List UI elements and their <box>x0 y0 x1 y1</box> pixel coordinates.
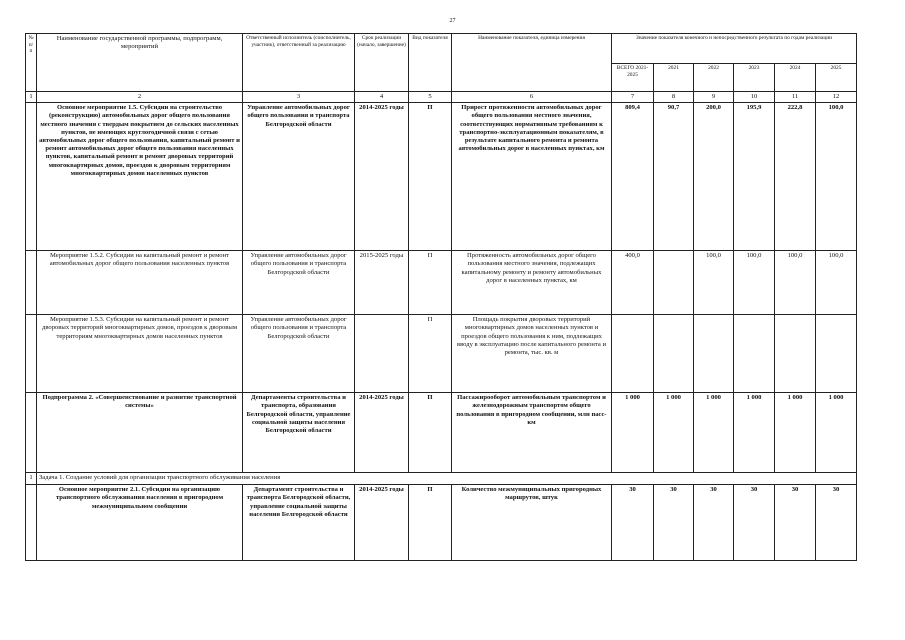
row-executor: Департаменты строительства и транспорта, образования Белгородской области, управление социальной защиты населения Белгородской области <box>243 393 355 473</box>
table-row <box>26 103 857 251</box>
row-executor: Департамент строительства и транспорта Белгородской области, управление социальной защиты населения Белгородской области <box>243 485 355 561</box>
table-row <box>26 485 857 561</box>
col-header-year: 2025 <box>816 64 857 92</box>
row-total <box>612 315 654 393</box>
row-term: 2014-2025 годы <box>355 103 409 251</box>
row-value-2025: 100,0 <box>816 103 857 251</box>
row-value-2022: 200,0 <box>694 103 734 251</box>
row-term: 2014-2025 годы <box>355 393 409 473</box>
row-value-2023: 100,0 <box>734 251 775 315</box>
col-header-values: Значение показателя конечного и непосредственного результата по годам реализации <box>612 34 857 64</box>
row-value-2023: 1 000 <box>734 393 775 473</box>
row-indicator: Прирост протяженности автомобильных дорог общего пользования местного значения, соответствующих нормативным требованиям к транспортно-эксплуатационным показателям, в результате капитального ремонта и ремонта автомобильных дорог в населенных пунктах, км <box>452 103 612 251</box>
table-row <box>26 393 857 473</box>
row-name: Основное мероприятие 1.5. Субсидии на строительство (реконструкцию) автомобильных дорог общего пользования местного значения с твердым покрытием до сельских населенных пунктов, не имеющих круглогодичной связи с сетью автомобильных дорог общего пользования, капитальный ремонт и ремонт автомобильных дорог общего пользования населенных пунктов, капитальный ремонт и ремонт дворовых территорий многоквартирных домов, проездов к дворовым территориям многоквартирных домов населенных пунктов <box>37 103 243 251</box>
row-value-2021: 30 <box>654 485 694 561</box>
task-num: 1 <box>26 473 37 485</box>
column-index: 3 <box>243 92 355 103</box>
row-type: П <box>409 251 452 315</box>
column-index: 12 <box>816 92 857 103</box>
row-indicator: Количество межмуниципальных пригородных маршрутов, штук <box>452 485 612 561</box>
table-row <box>26 315 857 393</box>
row-term <box>355 315 409 393</box>
row-type: П <box>409 393 452 473</box>
column-index-row <box>26 92 857 103</box>
row-value-2025: 100,0 <box>816 251 857 315</box>
row-name: Подпрограмма 2. «Совершенствование и развитие транспортной системы» <box>37 393 243 473</box>
row-value-2021 <box>654 251 694 315</box>
row-value-2023: 30 <box>734 485 775 561</box>
row-type: П <box>409 485 452 561</box>
row-total: 1 000 <box>612 393 654 473</box>
row-total: 809,4 <box>612 103 654 251</box>
row-value-2024: 100,0 <box>775 251 816 315</box>
row-num <box>26 393 37 473</box>
col-header-indicator: Наименование показателя, единица измерения <box>452 34 612 92</box>
row-indicator: Протяженность автомобильных дорог общего пользования местного значения, подлежащих капитальному ремонту и ремонту автомобильных дорог в населенных пунктах, км <box>452 251 612 315</box>
row-value-2025: 30 <box>816 485 857 561</box>
row-indicator: Пассажирооборот автомобильным транспортом и железнодорожным транспортом общего пользования в пригородном сообщении, млн пасс-км <box>452 393 612 473</box>
row-num <box>26 251 37 315</box>
row-executor: Управление автомобильных дорог общего пользования и транспорта Белгородской области <box>243 103 355 251</box>
row-value-2021 <box>654 315 694 393</box>
column-index: 10 <box>734 92 775 103</box>
column-index: 4 <box>355 92 409 103</box>
row-num <box>26 485 37 561</box>
row-value-2024: 30 <box>775 485 816 561</box>
table-row <box>26 251 857 315</box>
row-value-2024: 222,8 <box>775 103 816 251</box>
column-index: 6 <box>452 92 612 103</box>
row-value-2021: 1 000 <box>654 393 694 473</box>
row-name: Мероприятие 1.5.2. Субсидии на капитальный ремонт и ремонт автомобильных дорог общего пользования населенных пунктов <box>37 251 243 315</box>
row-total: 30 <box>612 485 654 561</box>
column-index: 1 <box>26 92 37 103</box>
column-index: 2 <box>37 92 243 103</box>
column-index: 8 <box>654 92 694 103</box>
column-index: 5 <box>409 92 452 103</box>
row-total: 400,0 <box>612 251 654 315</box>
row-term: 2015-2025 годы <box>355 251 409 315</box>
row-value-2025: 1 000 <box>816 393 857 473</box>
row-type: П <box>409 315 452 393</box>
row-value-2025 <box>816 315 857 393</box>
col-header-year: 2023 <box>734 64 775 92</box>
row-num <box>26 103 37 251</box>
col-header-num: № п/п <box>26 34 37 92</box>
row-indicator: Площадь покрытия дворовых территорий многоквартирных домов населенных пунктов и проездов общего пользования к ним, подлежащих вводу в эксплуатацию после капитального ремонта и ремонта, тыс. кв. м <box>452 315 612 393</box>
row-term: 2014-2025 годы <box>355 485 409 561</box>
row-value-2022: 100,0 <box>694 251 734 315</box>
row-executor: Управление автомобильных дорог общего пользования и транспорта Белгородской области <box>243 315 355 393</box>
row-value-2023 <box>734 315 775 393</box>
column-index: 9 <box>694 92 734 103</box>
row-num <box>26 315 37 393</box>
row-executor: Управление автомобильных дорог общего пользования и транспорта Белгородской области <box>243 251 355 315</box>
col-header-total: ВСЕГО 2021-2025 <box>612 64 654 92</box>
column-index: 11 <box>775 92 816 103</box>
col-header-year: 2024 <box>775 64 816 92</box>
col-header-type: Вид показателя <box>409 34 452 92</box>
col-header-name: Наименование государственной программы, подпрограмм, мероприятий <box>37 34 243 92</box>
column-index: 7 <box>612 92 654 103</box>
task-row <box>26 473 857 485</box>
col-header-executor: Ответственный исполнитель (соисполнитель, участник), ответственный за реализацию <box>243 34 355 92</box>
row-type: П <box>409 103 452 251</box>
indicators-table <box>25 33 857 561</box>
row-value-2021: 90,7 <box>654 103 694 251</box>
task-text: Задача 1. Создание условий для организации транспортного обслуживания населения <box>37 473 857 485</box>
row-name: Мероприятие 1.5.3. Субсидии на капитальный ремонт и ремонт дворовых территорий многоквартирных домов, проездов к дворовым территориям многоквартирных домов населенных пунктов <box>37 315 243 393</box>
col-header-term: Срок реализации (начало, завершение) <box>355 34 409 92</box>
row-value-2022: 30 <box>694 485 734 561</box>
row-value-2024: 1 000 <box>775 393 816 473</box>
col-header-year: 2021 <box>654 64 694 92</box>
page-number: 27 <box>449 18 456 24</box>
row-value-2022: 1 000 <box>694 393 734 473</box>
col-header-year: 2022 <box>694 64 734 92</box>
row-name: Основное мероприятие 2.1. Субсидии на организацию транспортного обслуживания населения в пригородном межмуниципальном сообщении <box>37 485 243 561</box>
row-value-2023: 195,9 <box>734 103 775 251</box>
row-value-2022 <box>694 315 734 393</box>
row-value-2024 <box>775 315 816 393</box>
